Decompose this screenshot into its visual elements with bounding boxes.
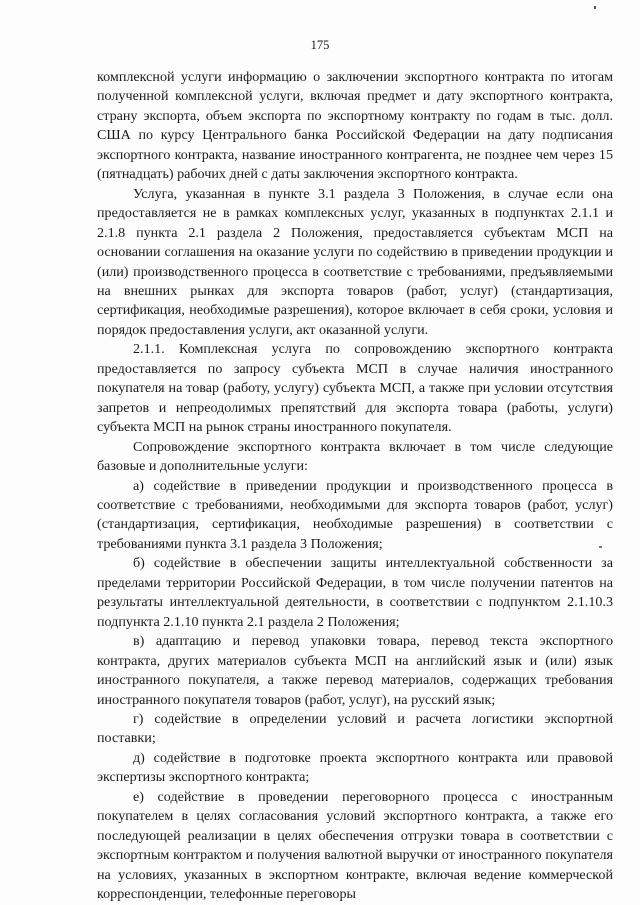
list-item-e: е) содействие в проведении переговорного процесса с иностранным покупателем в целях согласования условий экспортного контракта, а также его последующей реализации в целях обеспечения отгрузки товара в соответствии с экспортным контрактом и получения валютной выручки от иностранного покупателя на условиях, указанных в экспортном контракте, включая ведение коммерческой корреспонденции, телефонные переговоры xyxy=(97,788,613,903)
paragraph-2-1-1: 2.1.1. Комплексная услуга по сопровождению экспортного контракта предоставляется по запросу субъекта МСП в случае наличия иностранного покупателя на товар (работу, услугу) субъекта МСП, а также при условии отсутствия запретов и непреодолимых препятствий для экспорта товара (работы, услуги) субъекта МСП на рынок страны иностранного покупателя. xyxy=(97,341,613,436)
list-item-g: г) содействие в определении условий и расчета логистики экспортной поставки; xyxy=(97,710,613,747)
list-item-d: д) содействие в подготовке проекта экспортного контракта или правовой экспертизы экспортного контракта; xyxy=(97,749,613,786)
list-item-a: а) содействие в приведении продукции и производственного процесса в соответствие с требованиями, необходимыми для экспорта товаров (работ, услуг) (стандартизация, сертификация, необходимые разрешения) в соответствии с требованиями пункта 3.1 раздела 3 Положения; xyxy=(97,477,613,552)
list-item-v: в) адаптацию и перевод упаковки товара, перевод текста экспортного контракта, других материалов субъекта МСП на английский язык и (или) язык иностранного покупателя, а также перевод материалов, содержащих требования иностранного покупателя товаров (работ, услуг), на русский язык; xyxy=(97,633,613,708)
list-item-b: б) содействие в обеспечении защиты интеллектуальной собственности за пределами территории Российской Федерации, в том числе получении патентов на результаты интеллектуальной деятельности, в соответствии с подпунктом 2.1.10.3 подпункта 2.1.10 пункта 2.1 раздела 2 Положения; xyxy=(97,555,613,630)
scan-artifact xyxy=(594,6,596,9)
document-body xyxy=(97,68,613,904)
paragraph-service-3-1: Услуга, указанная в пункте 3.1 раздела 3 Положения, в случае если она предоставляется не в рамках комплексных услуг, указанных в подпунктах 2.1.1 и 2.1.8 пункта 2.1 раздела 2 Положения, предоставляется субъектам МСП на основании соглашения на оказание услуги по содействию в приведении продукции и (или) производственного процесса в соответствие с требованиями, предъявляемыми на внешних рынках для экспорта товаров (работ, услуг) (стандартизация, сертификация, необходимые разрешения), которое включает в себя сроки, условия и порядок предоставления услуги, акт оказанной услуги. xyxy=(97,185,613,338)
paragraph-support-intro: Сопровождение экспортного контракта включает в том числе следующие базовые и дополнительные услуги: xyxy=(97,438,613,475)
page-number: 175 xyxy=(310,38,330,52)
paragraph-continuation: комплексной услуги информацию о заключении экспортного контракта по итогам полученной комплексной услуги, включая предмет и дату экспортного контракта, страну экспорта, объем экспорта по экспортному контракту по годам в тыс. долл. США по курсу Центрального банка Российской Федерации на дату подписания экспортного контракта, название иностранного контрагента, не позднее чем через 15 (пятнадцать) рабочих дней с даты заключения экспортного контракта. xyxy=(97,69,613,183)
